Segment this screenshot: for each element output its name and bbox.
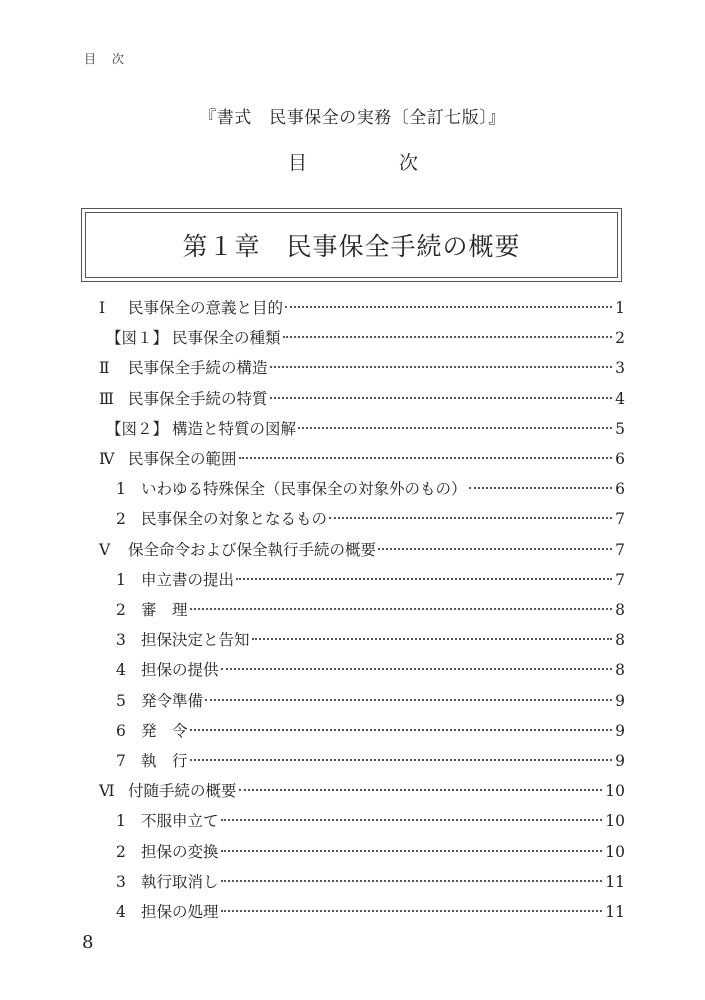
toc-entry-line [141, 897, 625, 927]
toc-heading-right: 次 [398, 152, 418, 174]
chapter-title [85, 212, 618, 278]
toc-entry-page: 7 [615, 570, 625, 589]
toc-entry-leader [239, 457, 612, 459]
toc-entry-line [141, 806, 625, 836]
toc-entry-leader [283, 336, 612, 338]
toc-entry-leader [298, 427, 612, 429]
toc-entry [0, 414, 705, 444]
toc-entry-leader [221, 819, 603, 821]
toc-entry [0, 806, 705, 836]
toc-entry-label: 発令準備 [141, 691, 204, 710]
toc-entry-label: 審 理 [141, 601, 188, 619]
toc-heading [288, 148, 418, 175]
toc-entry-page: 6 [615, 450, 625, 468]
toc-entry-page: 9 [615, 691, 625, 710]
toc-entry-line [128, 535, 625, 565]
toc-entry [0, 686, 705, 716]
toc-entry [0, 444, 705, 474]
toc-entry-leader [236, 578, 612, 580]
toc-entry-label: 民事保全の意義と目的 [128, 299, 284, 317]
toc-entry-number: 【図２】 [106, 419, 169, 438]
toc-entry-line [141, 474, 625, 504]
running-head: 目 次 [84, 52, 130, 66]
toc-entry-line [141, 655, 625, 685]
toc-entry-label: 不服申立て [141, 812, 219, 831]
toc-entry-label: 民事保全手続の構造 [128, 359, 268, 378]
toc-entry-page: 8 [615, 661, 625, 680]
toc-entry-page: 2 [615, 329, 625, 348]
toc-entry-number: 【図１】 [106, 329, 169, 348]
toc-entry-page: 10 [605, 782, 625, 801]
toc-entry-label: 担保の処理 [141, 903, 219, 921]
toc-entry-leader [378, 548, 612, 550]
toc-entry-label: 付随手続の概要 [128, 782, 237, 801]
toc-entry-line [172, 414, 625, 444]
toc-entry-leader [190, 729, 612, 731]
toc-entry [0, 384, 705, 414]
chapter-number: 第１章 [182, 232, 261, 261]
toc-entry-number: Ⅱ [99, 359, 110, 378]
toc-entry-page: 3 [615, 359, 625, 378]
toc-entry-leader [221, 668, 612, 670]
toc-entry-page: 4 [615, 389, 625, 408]
toc-entry-number: 4 [116, 903, 126, 921]
toc-entry [0, 353, 705, 383]
toc-entry-page: 11 [605, 903, 625, 921]
toc-entry-leader [239, 789, 603, 791]
toc-entry-number: 1 [116, 812, 126, 831]
toc-entry [0, 535, 705, 565]
toc-entry [0, 716, 705, 746]
toc-entry-leader [221, 880, 603, 882]
toc-entry [0, 837, 705, 867]
toc-entry-page: 1 [615, 299, 625, 317]
toc-entry-line [128, 384, 625, 414]
toc-entry [0, 293, 705, 323]
toc-entry-number: 1 [116, 480, 126, 499]
toc-entry-line [128, 776, 625, 806]
toc-entry-page: 7 [615, 510, 625, 529]
toc-entry [0, 504, 705, 534]
toc-entry-leader [221, 850, 603, 852]
toc-entry-page: 10 [605, 812, 625, 831]
toc-entry-page: 5 [615, 419, 625, 438]
toc-entry-line [141, 595, 625, 625]
chapter-title-text: 民事保全手続の概要 [286, 232, 521, 261]
toc-entry [0, 867, 705, 897]
toc-entry [0, 595, 705, 625]
toc-entry-leader [270, 397, 612, 399]
toc-entry-number: 3 [116, 872, 126, 891]
toc-entry-label: 申立書の提出 [141, 570, 235, 589]
toc-entry-number: 6 [116, 721, 126, 740]
page-number: 8 [82, 932, 94, 953]
toc-entry-line [128, 293, 625, 323]
toc-entry-number: Ⅵ [99, 782, 115, 801]
toc-entry-label: 執 行 [141, 752, 188, 770]
toc-entry [0, 323, 705, 353]
toc-entry [0, 655, 705, 685]
toc-entry-leader [270, 366, 612, 368]
chapter-title-box [81, 208, 622, 282]
toc-entry-label: 民事保全手続の特質 [128, 389, 268, 408]
toc-entry-leader [329, 517, 612, 519]
toc-entry-leader [205, 699, 612, 701]
toc-entry-label: 構造と特質の図解 [172, 419, 297, 438]
toc-entry-number: 7 [116, 752, 126, 770]
toc-entry-label: いわゆる特殊保全（民事保全の対象外のもの） [141, 480, 467, 499]
toc-entry-line [141, 565, 625, 595]
toc-entry-line [141, 716, 625, 746]
toc-entry-leader [221, 910, 603, 912]
toc-entry [0, 474, 705, 504]
toc-entry-number: 2 [116, 842, 126, 861]
toc-entry-line [141, 504, 625, 534]
toc-entry-line [141, 746, 625, 776]
toc-entry-label: 担保決定と告知 [141, 631, 250, 650]
toc-entry-leader [252, 638, 612, 640]
toc-entry-label: 担保の変換 [141, 842, 219, 861]
toc-entry-page: 8 [615, 631, 625, 650]
toc-entry-number: Ⅰ [99, 299, 106, 317]
toc-entry-line [128, 444, 625, 474]
toc-entry-line [128, 353, 625, 383]
toc-heading-left: 目 [288, 152, 308, 174]
toc-entry [0, 625, 705, 655]
toc-entry-number: 5 [116, 691, 126, 710]
toc-entry-leader [190, 608, 612, 610]
toc-entry [0, 897, 705, 927]
toc-entry-number: 3 [116, 631, 126, 650]
toc-entry-label: 民事保全の種類 [172, 329, 281, 348]
toc-entry [0, 746, 705, 776]
toc-entry-number: Ⅳ [99, 450, 115, 468]
toc-entry-page: 11 [605, 872, 625, 891]
toc-entry-number: 2 [116, 601, 126, 619]
toc-entry [0, 565, 705, 595]
toc-entry-leader [285, 306, 612, 308]
toc-entry-page: 9 [615, 752, 625, 770]
toc-entry-leader [469, 487, 612, 489]
toc-entry-label: 民事保全の対象となるもの [141, 510, 328, 529]
toc-entry-line [172, 323, 625, 353]
toc-entry-label: 担保の提供 [141, 661, 219, 680]
toc-entry-page: 9 [615, 721, 625, 740]
toc-entry-number: Ⅴ [99, 540, 111, 559]
toc-entry-page: 8 [615, 601, 625, 619]
toc-entry-page: 10 [605, 842, 625, 861]
toc-entry-line [141, 867, 625, 897]
toc-entry-label: 執行取消し [141, 872, 219, 891]
toc-entry-leader [190, 759, 612, 761]
toc-entry-label: 保全命令および保全執行手続の概要 [128, 540, 377, 559]
book-title: 『書式 民事保全の実務〔全訂七版〕』 [199, 108, 506, 128]
toc-entry-page: 6 [615, 480, 625, 499]
toc-entry-number: 1 [116, 570, 126, 589]
toc-entry-line [141, 625, 625, 655]
toc-entry-number: Ⅲ [99, 389, 114, 408]
toc-entry-line [141, 837, 625, 867]
toc-entry-label: 民事保全の範囲 [128, 450, 237, 468]
toc-entry-page: 7 [615, 540, 625, 559]
toc-entry-number: 4 [116, 661, 126, 680]
toc-entry [0, 776, 705, 806]
toc-entry-number: 2 [116, 510, 126, 529]
toc-entry-label: 発 令 [141, 721, 188, 740]
toc-entry-line [141, 686, 625, 716]
